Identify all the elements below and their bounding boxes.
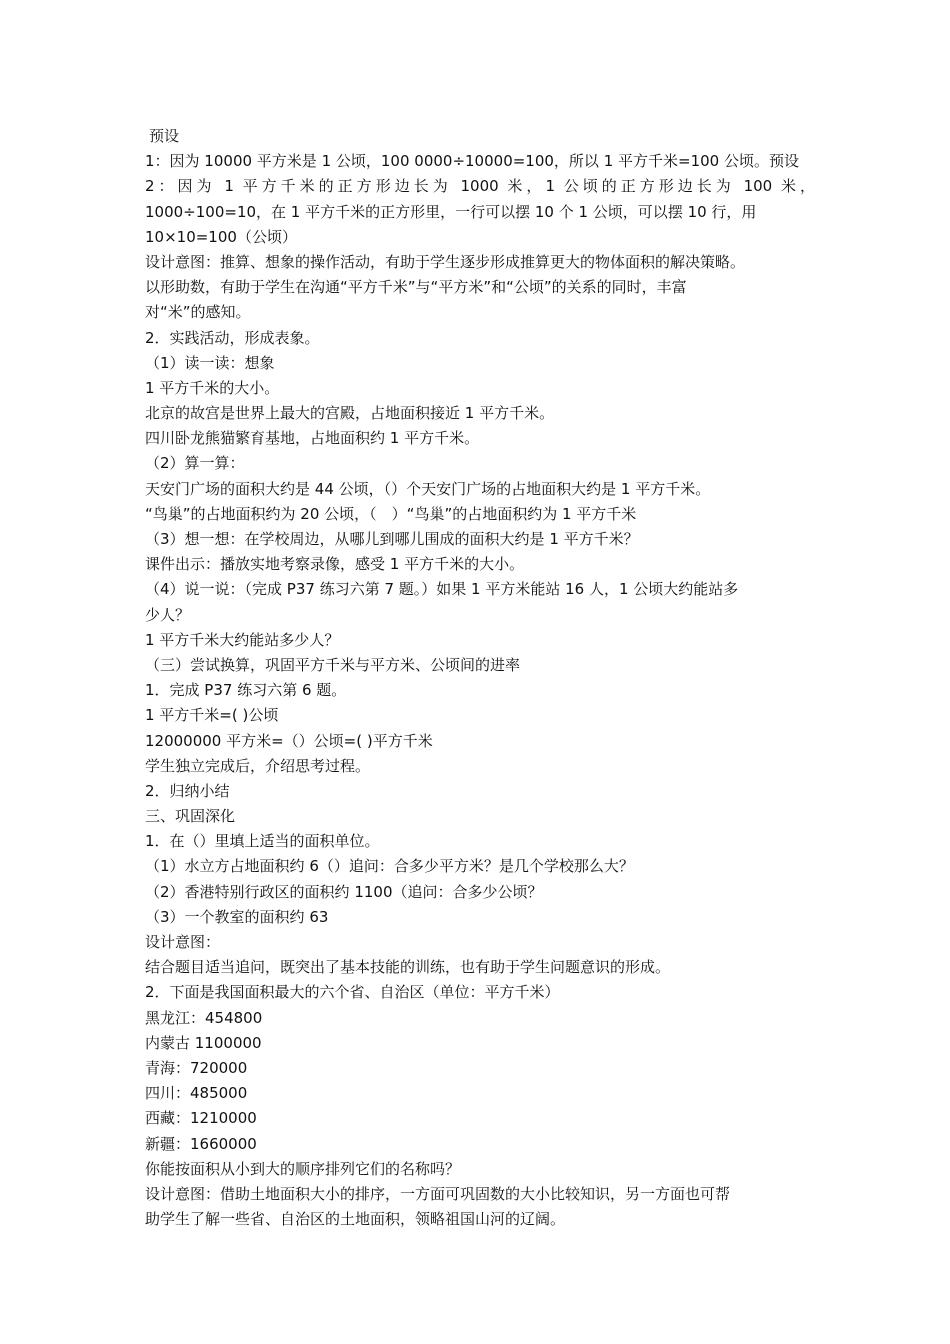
text-line: 1．在（）里填上适当的面积单位。	[145, 832, 380, 851]
text-line: 1 平方千米=( )公顷	[145, 706, 279, 725]
text-line: 西藏：1210000	[145, 1109, 257, 1128]
text-line: （1）水立方占地面积约 6（）追问：合多少平方米？是几个学校那么大？	[145, 857, 634, 876]
text-line: 2：因为 1 平方千米的正方形边长为 1000 米，1 公顷的正方形边长为 100 米，	[145, 177, 815, 196]
text-line: 设计意图：	[145, 933, 221, 951]
text-line: （3）想一想：在学校周边，从哪儿到哪儿围成的面积大约是 1 平方千米？	[145, 530, 639, 548]
text-line: 设计意图：推算、想象的操作活动，有助于学生逐步形成推算更大的物体面积的解决策略。	[145, 252, 746, 271]
text-line: （2）香港特别行政区的面积约 1100（追问：合多少公顷？	[145, 882, 543, 901]
text-line: 四川卧龙熊猫繁育基地，占地面积约 1 平方千米。	[145, 429, 480, 448]
text-line: （4）说一说：（完成 P37 练习六第 7 题。）如果 1 平方米能站 16 人，1 公顷大约能站多	[145, 580, 739, 599]
text-line: 1：因为 10000 平方米是 1 公顷，100 0000÷10000=100，所以 1 平方千米=100 公顷。预设	[145, 152, 799, 171]
text-line: 设计意图：借助土地面积大小的排序，一方面可巩固数的大小比较知识，另一方面也可帮	[145, 1184, 731, 1203]
text-line: 内蒙古 1100000	[145, 1033, 262, 1052]
text-line: （2）算一算：	[145, 454, 245, 473]
text-line: 2．下面是我国面积最大的六个省、自治区（单位：平方千米）	[145, 983, 560, 1002]
text-line: 北京的故宫是世界上最大的宫殿，占地面积接近 1 平方千米。	[145, 404, 555, 423]
text-line: 三、巩固深化	[145, 807, 236, 826]
text-line: 1 平方千米的大小。	[145, 378, 280, 397]
text-line: 10×10=100（公顷）	[145, 227, 297, 246]
text-line: 黑龙江：454800	[145, 1008, 263, 1027]
text-line: 2．归纳小结	[145, 781, 230, 800]
text-line: （三）尝试换算，巩固平方千米与平方米、公顷间的进率	[145, 655, 521, 674]
text-line: 预设	[149, 127, 180, 145]
text-line: 青海：720000	[145, 1058, 248, 1077]
text-line: 以形助数，有助于学生在沟通“平方千米”与“平方米”和“公顷”的关系的同时，丰富	[145, 278, 687, 297]
text-line: 你能按面积从小到大的顺序排列它们的名称吗？	[145, 1159, 461, 1178]
text-line: 1．完成 P37 练习六第 6 题。	[145, 681, 347, 700]
text-line: 学生独立完成后，介绍思考过程。	[145, 756, 371, 775]
text-line: 少人？	[145, 605, 191, 624]
text-line: 四川：485000	[145, 1084, 248, 1103]
text-line: 天安门广场的面积大约是 44 公顷，（）个天安门广场的占地面积大约是 1 平方千米。	[145, 479, 711, 498]
text-line: “鸟巢”的占地面积约为 20 公顷，（ ）“鸟巢”的占地面积约为 1 平方千米	[145, 504, 637, 523]
text-line: 新疆：1660000	[145, 1134, 257, 1153]
text-line: （1）读一读：想象	[145, 353, 275, 372]
text-line: 2．实践活动，形成表象。	[145, 328, 320, 347]
text-line: 12000000 平方米=（）公顷=( )平方千米	[145, 731, 433, 750]
text-line: 结合题目适当追问，既突出了基本技能的训练，也有助于学生问题意识的形成。	[145, 958, 671, 977]
text-line: （3）一个教室的面积约 63	[145, 907, 329, 926]
document-body	[145, 124, 815, 1232]
text-line: 助学生了解一些省、自治区的土地面积，领略祖国山河的辽阔。	[145, 1210, 566, 1229]
text-line: 1 平方千米大约能站多少人？	[145, 630, 340, 649]
text-line: 对“米”的感知。	[145, 303, 251, 322]
text-line: 课件出示：播放实地考察录像，感受 1 平方千米的大小。	[145, 555, 525, 574]
text-line: 1000÷100=10，在 1 平方千米的正方形里，一行可以摆 10 个 1 公顷，可以摆 10 行，用	[145, 202, 757, 221]
